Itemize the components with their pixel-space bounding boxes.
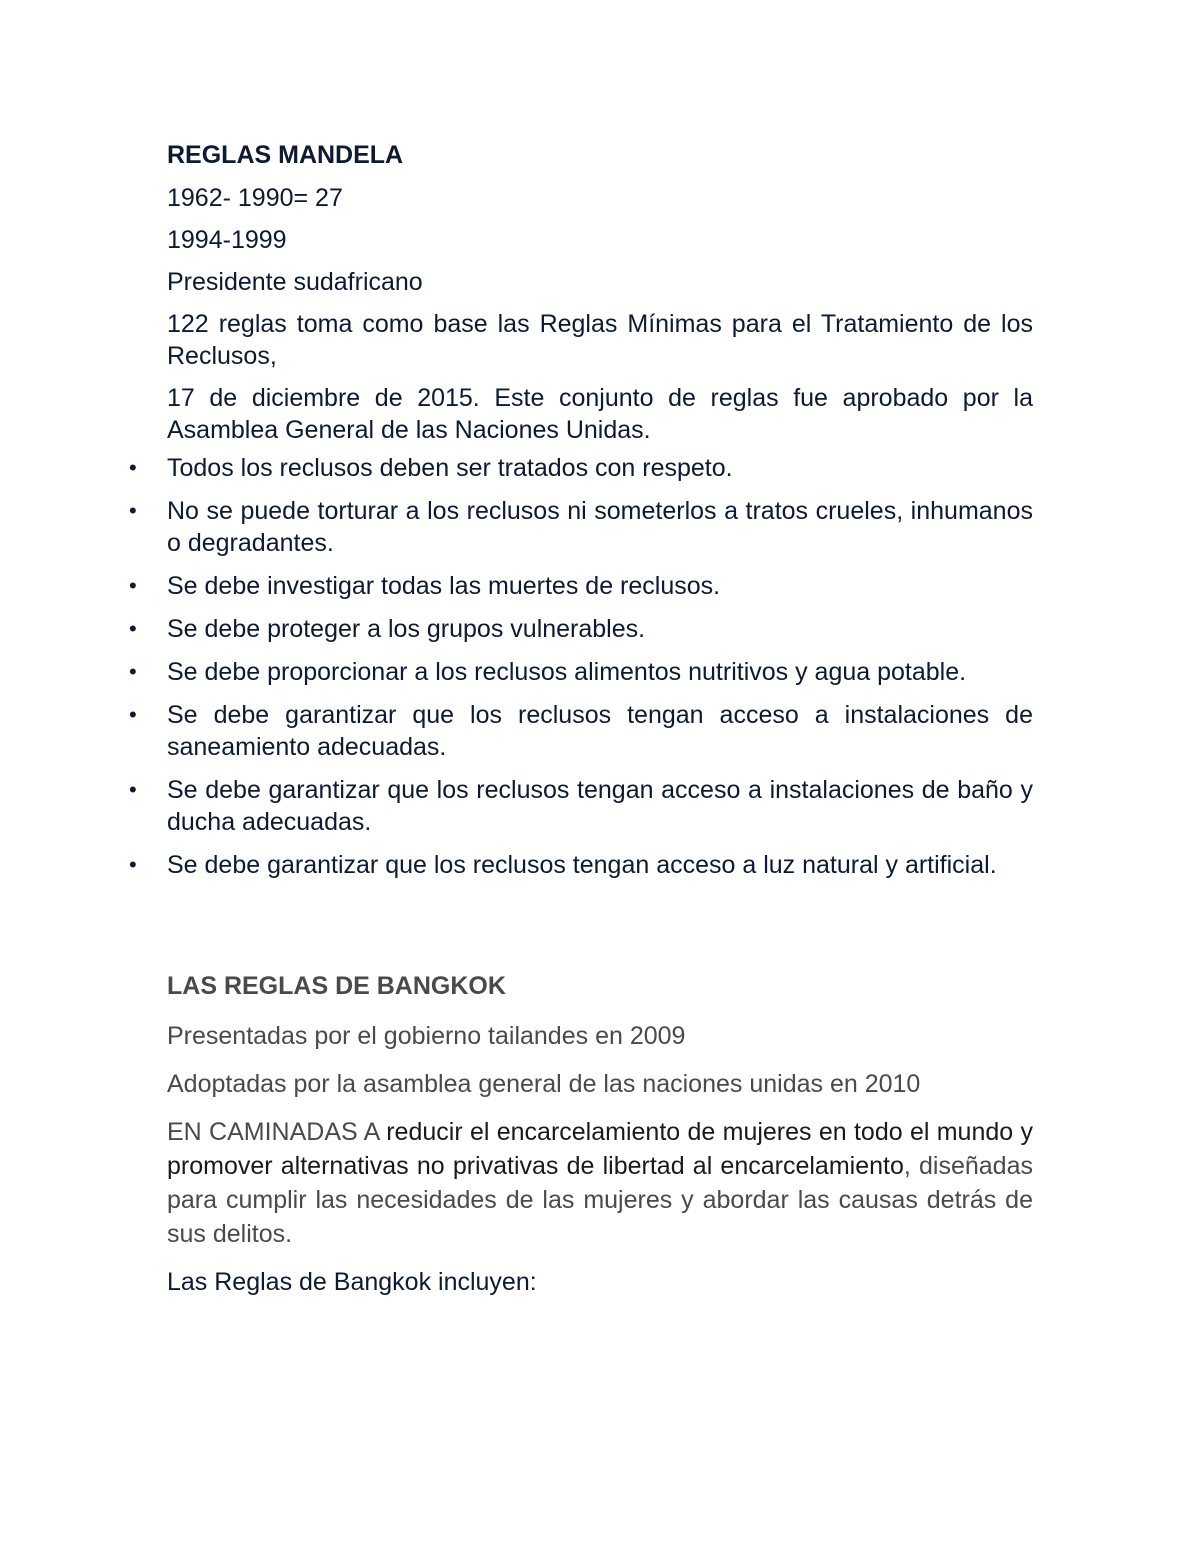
- paragraph-purpose: [167, 1115, 1033, 1251]
- list-item-text: Se debe proteger a los grupos vulnerables.: [167, 615, 646, 643]
- purpose-suffix: , diseñadas para cumplir las necesidades de las mujeres y abordar las causas detrás de sus delitos.: [167, 1152, 1033, 1248]
- list-item: [129, 774, 1033, 838]
- bullet-icon: •: [129, 777, 137, 802]
- list-item-text: Se debe proporcionar a los reclusos alimentos nutritivos y agua potable.: [167, 658, 967, 686]
- list-item-text: Todos los reclusos deben ser tratados con respeto.: [167, 454, 733, 482]
- purpose-emphasis: reducir el encarcelamiento de mujeres en todo el mundo y promover alternativas no privativas de libertad al encarcelamiento: [167, 1118, 1033, 1180]
- list-item-text: No se puede torturar a los reclusos ni someterlos a tratos crueles, inhumanos o degradantes.: [167, 497, 1033, 557]
- paragraph-years-prison: 1962- 1990= 27: [167, 184, 343, 212]
- list-item: [129, 699, 1033, 763]
- paragraph-presented: Presentadas por el gobierno tailandes en 2009: [167, 1022, 686, 1050]
- list-item: [129, 570, 1033, 602]
- list-item-text: Se debe garantizar que los reclusos tengan acceso a instalaciones de saneamiento adecuadas.: [167, 701, 1033, 761]
- paragraph-adopted: Adoptadas por la asamblea general de las naciones unidas en 2010: [167, 1070, 921, 1098]
- list-item: [129, 613, 1033, 645]
- section-bangkok: [167, 969, 1033, 1299]
- document-body: [129, 138, 1033, 1299]
- list-item: [129, 656, 1033, 688]
- paragraph-122-rules: 122 reglas toma como base las Reglas Mínimas para el Tratamiento de los Reclusos,: [167, 310, 1033, 370]
- bullet-icon: •: [129, 702, 137, 727]
- rules-bullet-list: [129, 452, 1033, 881]
- list-item-text: Se debe garantizar que los reclusos tengan acceso a instalaciones de baño y ducha adecuadas.: [167, 776, 1033, 836]
- paragraph-president: Presidente sudafricano: [167, 268, 423, 296]
- section-title-reglas-mandela: REGLAS MANDELA: [167, 141, 404, 169]
- bullet-icon: •: [129, 852, 137, 877]
- purpose-prefix: EN CAMINADAS A: [167, 1118, 387, 1146]
- paragraph-years-presidency: 1994-1999: [167, 226, 287, 254]
- list-item: [129, 849, 1033, 881]
- list-item: [129, 452, 1033, 484]
- section-title-reglas-bangkok: LAS REGLAS DE BANGKOK: [167, 972, 506, 1000]
- bullet-icon: •: [129, 616, 137, 641]
- bullet-icon: •: [129, 573, 137, 598]
- bullet-icon: •: [129, 498, 137, 523]
- list-item-text: Se debe investigar todas las muertes de reclusos.: [167, 572, 721, 600]
- bullet-icon: •: [129, 659, 137, 684]
- paragraph-includes: Las Reglas de Bangkok incluyen:: [167, 1268, 537, 1296]
- paragraph-approval-date: 17 de diciembre de 2015. Este conjunto de reglas fue aprobado por la Asamblea General de las Naciones Unidas.: [167, 384, 1033, 444]
- list-item-text: Se debe garantizar que los reclusos tengan acceso a luz natural y artificial.: [167, 851, 997, 879]
- list-item: [129, 495, 1033, 559]
- bullet-icon: •: [129, 455, 137, 480]
